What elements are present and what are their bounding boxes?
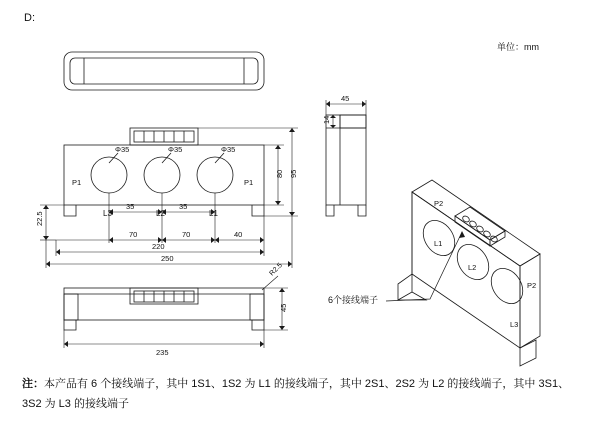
note-prefix: 注： [22, 378, 44, 390]
dim-250: 250 [161, 254, 174, 263]
terminal-callout-label: 6个接线端子 [328, 295, 379, 305]
phase-label-l1: L1 [209, 209, 218, 218]
bottom-view-dimensions [64, 276, 288, 348]
dim-220: 220 [152, 242, 165, 251]
side-view-dimensions [326, 100, 366, 128]
unit-label: 单位：mm [497, 42, 539, 52]
side-label-p1-left: P1 [72, 178, 82, 187]
dim-80: 80 [275, 169, 284, 178]
dim-35-a: 35 [126, 202, 135, 211]
bottom-view-outline [64, 288, 264, 330]
side-view-outline [326, 115, 366, 216]
dim-45-side: 45 [341, 94, 350, 103]
dim-95: 95 [289, 169, 298, 178]
iso-label-l2: L2 [468, 263, 477, 272]
dim-14: 14 [322, 115, 331, 124]
side-label-p1-right: P1 [244, 178, 254, 187]
iso-label-l1: L1 [434, 239, 443, 248]
dim-40: 40 [234, 230, 243, 239]
iso-label-p2-right: P2 [527, 281, 537, 290]
phase-label-l2: L2 [156, 209, 165, 218]
phase-label-l3: L3 [103, 209, 112, 218]
hole-label-3: Φ35 [221, 145, 236, 154]
iso-label-p2-left: P2 [434, 199, 444, 208]
dim-22-5: 22.5 [35, 211, 44, 226]
top-view-outline [64, 52, 264, 90]
corner-label: D: [24, 12, 35, 24]
dim-35-b: 35 [179, 202, 188, 211]
dim-45-bottom: 45 [279, 303, 288, 312]
dim-70-a: 70 [129, 230, 138, 239]
dim-70-b: 70 [182, 230, 191, 239]
front-view-outline [64, 128, 264, 216]
note-block [22, 374, 582, 414]
hole-label-2: Φ35 [168, 145, 183, 154]
note-text: 本产品有 6 个接线端子，其中 1S1、1S2 为 L1 的接线端子，其中 2S1、2S2 为 L2 的接线端子，其中 3S1、3S2 为 L3 的接线端子 [22, 378, 570, 410]
iso-view-outline [398, 180, 540, 366]
iso-label-l3: L3 [510, 320, 519, 329]
dim-r2-5: R2.5 [268, 262, 284, 278]
hole-label-1: Φ35 [115, 145, 130, 154]
dim-235: 235 [156, 348, 169, 357]
